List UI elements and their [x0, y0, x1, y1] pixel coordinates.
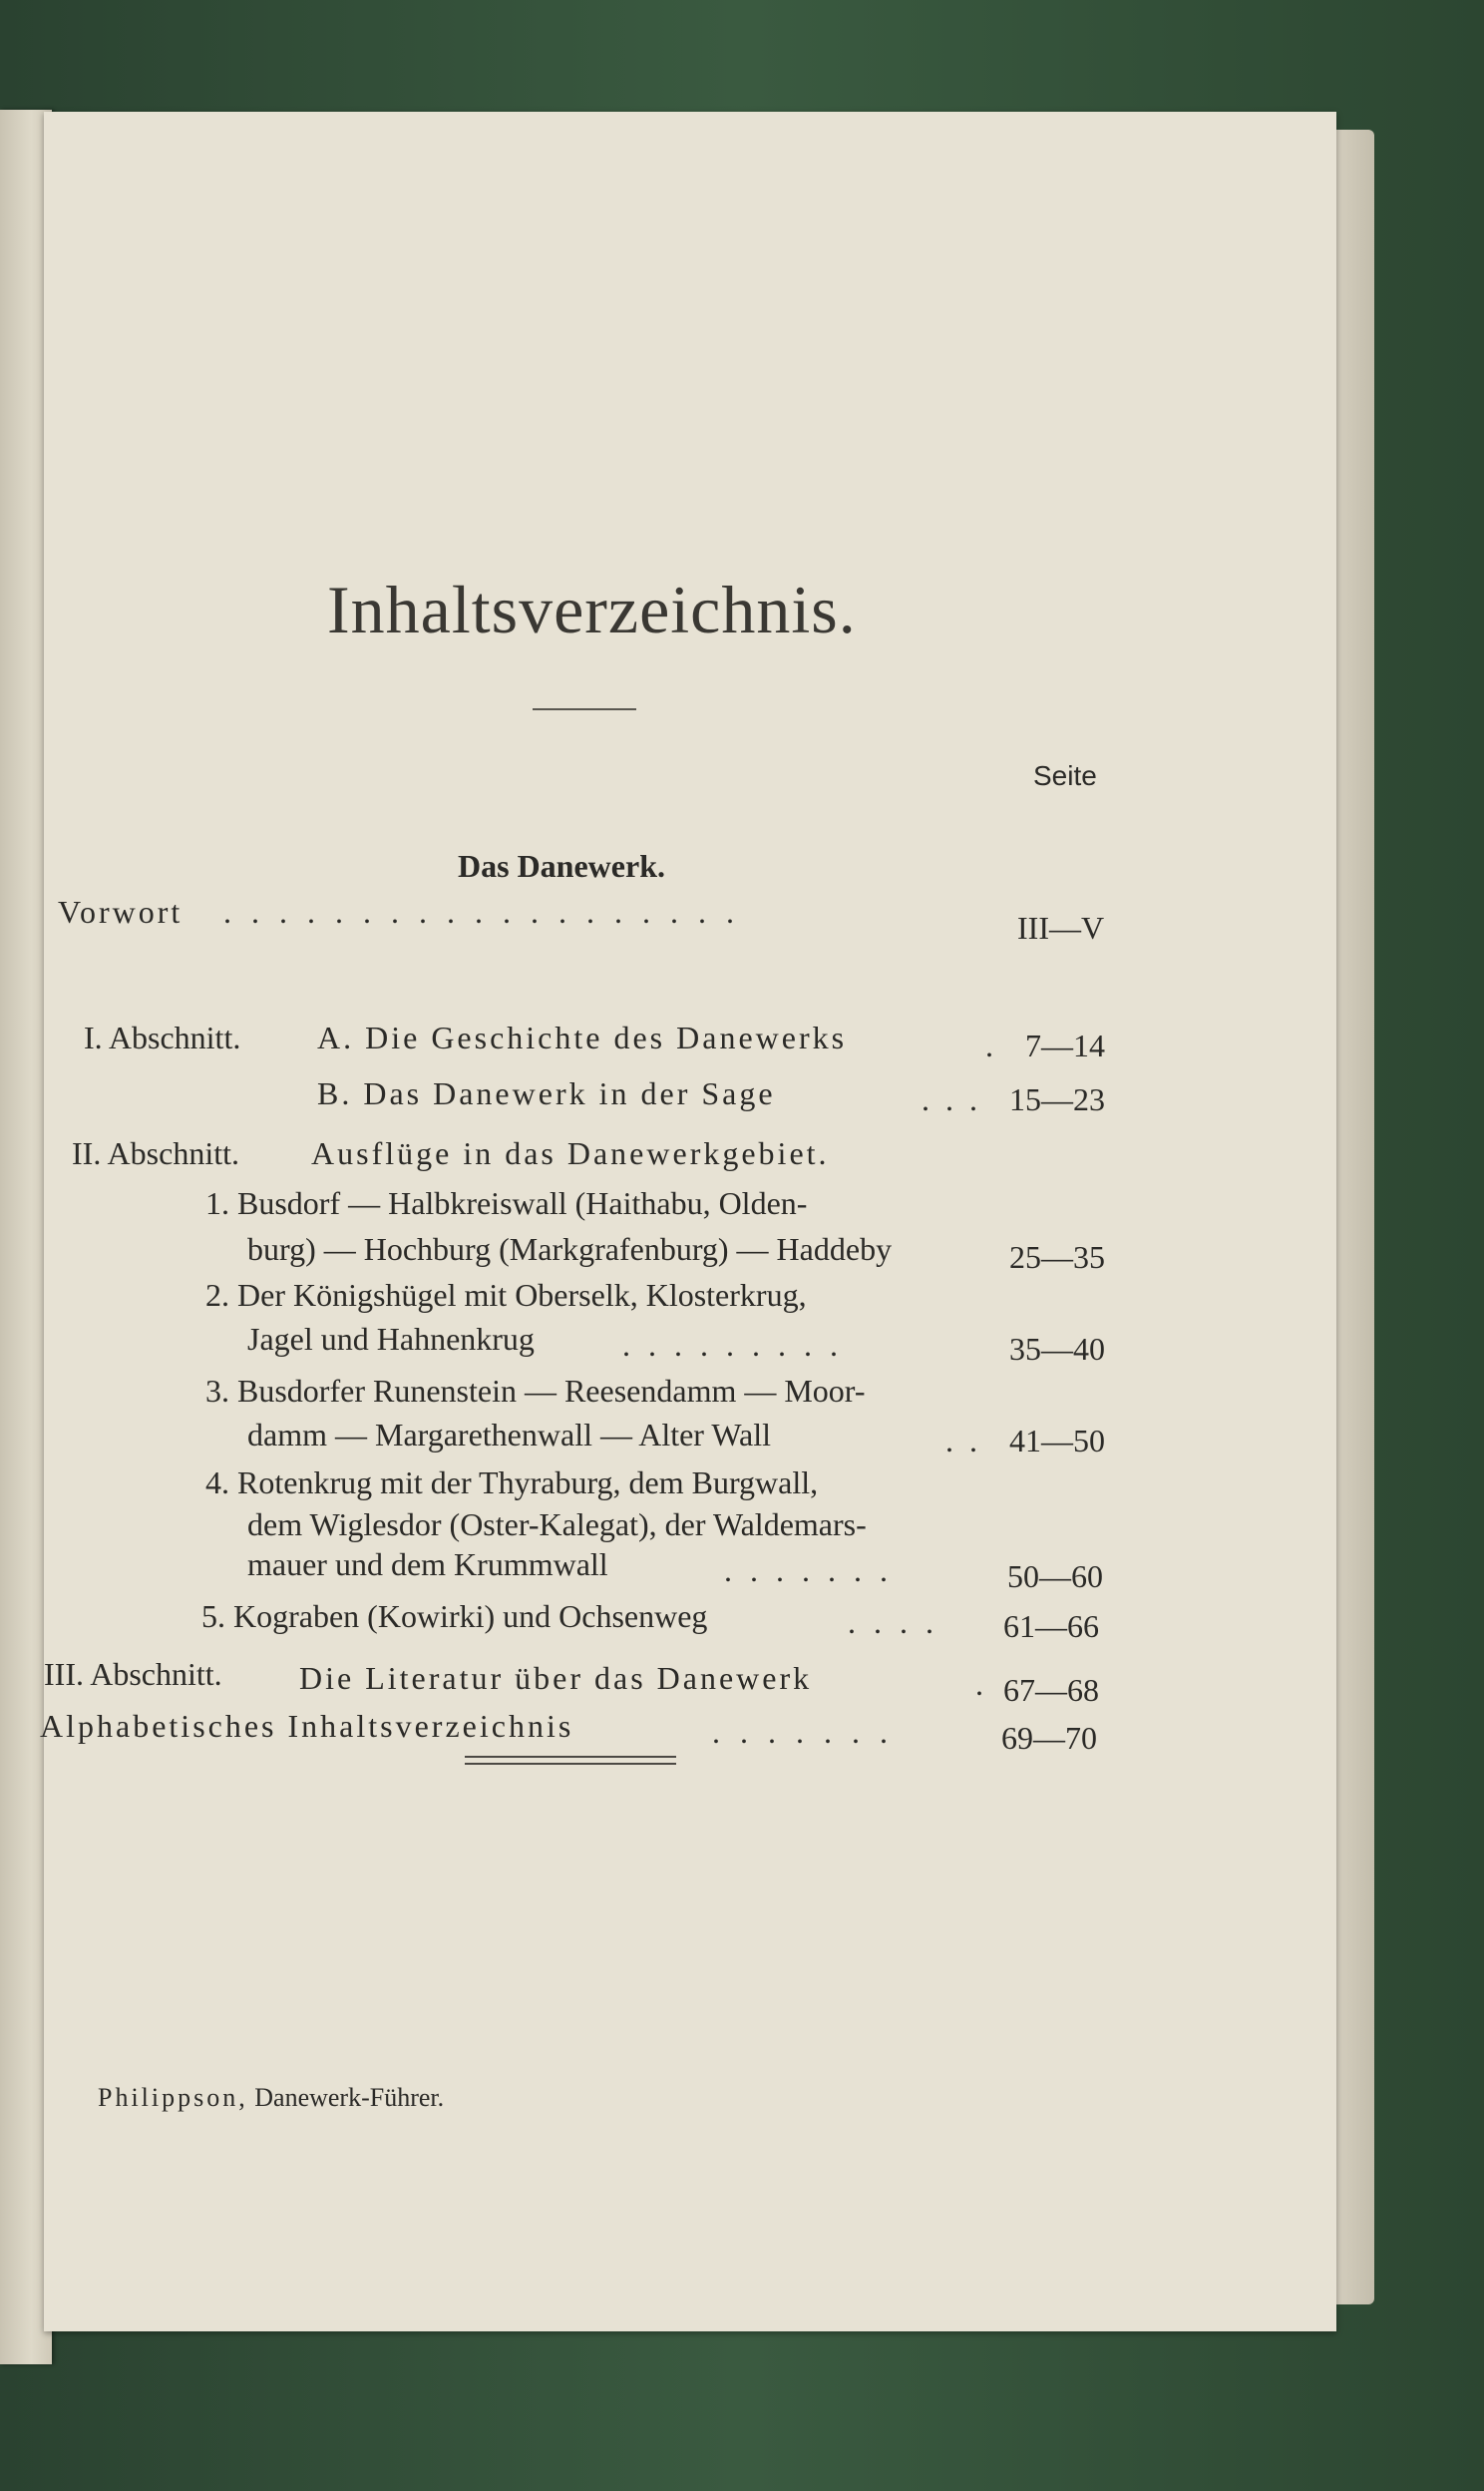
abschnitt2-title: Ausflüge in das Danewerkgebiet. — [311, 1135, 830, 1171]
end-rule — [465, 1756, 676, 1765]
item4-pages: 50—60 — [1007, 1558, 1103, 1594]
abschnitt1-a-pages: 7—14 — [1025, 1028, 1105, 1063]
abschnitt1-label: I. Abschnitt. — [84, 1020, 241, 1055]
entry-vorwort-dots: . . . . . . . . . . . . . . . . . . . — [223, 894, 740, 930]
item2-pages: 35—40 — [1009, 1331, 1105, 1367]
item2-dots: . . . . . . . . . — [622, 1327, 843, 1363]
abschnitt3-dots: . — [975, 1666, 983, 1702]
item4-dots: . . . . . . . — [724, 1552, 893, 1588]
item2-line2: Jagel und Hahnenkrug — [247, 1321, 535, 1357]
item4-line2: dem Wiglesdor (Oster-Kalegat), der Waldemars- — [247, 1506, 867, 1542]
abschnitt3-pages: 67—68 — [1003, 1672, 1099, 1708]
page-title: Inhaltsverzeichnis. — [327, 572, 857, 647]
item4-line1: 4. Rotenkrug mit der Thyraburg, dem Burgwall, — [205, 1464, 819, 1500]
footer-work: Danewerk-Führer. — [254, 2083, 445, 2112]
abschnitt3-title: Die Literatur über das Danewerk — [299, 1660, 813, 1696]
item3-line1: 3. Busdorfer Runenstein — Reesendamm — Moor- — [205, 1373, 866, 1409]
book-page — [40, 112, 1336, 2331]
item2-line1: 2. Der Königshügel mit Oberselk, Klosterkrug, — [205, 1277, 807, 1313]
abschnitt1-a-text: A. Die Geschichte des Danewerks — [317, 1020, 848, 1055]
abschnitt2-label: II. Abschnitt. — [72, 1135, 239, 1171]
item1-line2: burg) — Hochburg (Markgrafenburg) — Haddeby — [247, 1231, 893, 1267]
abschnitt1-a-dots: . — [985, 1028, 993, 1063]
entry-vorwort: Vorwort — [58, 894, 184, 930]
item3-pages: 41—50 — [1009, 1423, 1105, 1458]
abschnitt1-b-pages: 15—23 — [1009, 1081, 1105, 1117]
abschnitt1-b-text: B. Das Danewerk in der Sage — [317, 1075, 776, 1111]
item5-dots: . . . . — [848, 1604, 938, 1640]
page-column-header: Seite — [1033, 760, 1097, 791]
abschnitt3-label: III. Abschnitt. — [44, 1656, 222, 1692]
item1-line1: 1. Busdorf — Halbkreiswall (Haithabu, Olden- — [205, 1185, 808, 1221]
register-dots: . . . . . . . — [712, 1714, 894, 1750]
register-text: Alphabetisches Inhaltsverzeichnis — [40, 1708, 574, 1744]
section-heading: Das Danewerk. — [458, 848, 665, 884]
item5-text: 5. Kograben (Kowirki) und Ochsenweg — [201, 1598, 708, 1634]
title-rule — [533, 708, 636, 710]
page-footer — [98, 2083, 444, 2113]
item3-dots: . . — [945, 1423, 981, 1458]
item4-line3: mauer und dem Krummwall — [247, 1546, 608, 1582]
item3-line2: damm — Margarethenwall — Alter Wall — [247, 1417, 771, 1453]
footer-author: Philippson, — [98, 2083, 248, 2112]
register-pages: 69—70 — [1001, 1720, 1097, 1756]
entry-vorwort-pages: III—V — [1017, 910, 1105, 946]
item1-pages: 25—35 — [1009, 1239, 1105, 1275]
abschnitt1-b-dots: . . . — [922, 1081, 981, 1117]
item5-pages: 61—66 — [1003, 1608, 1099, 1644]
